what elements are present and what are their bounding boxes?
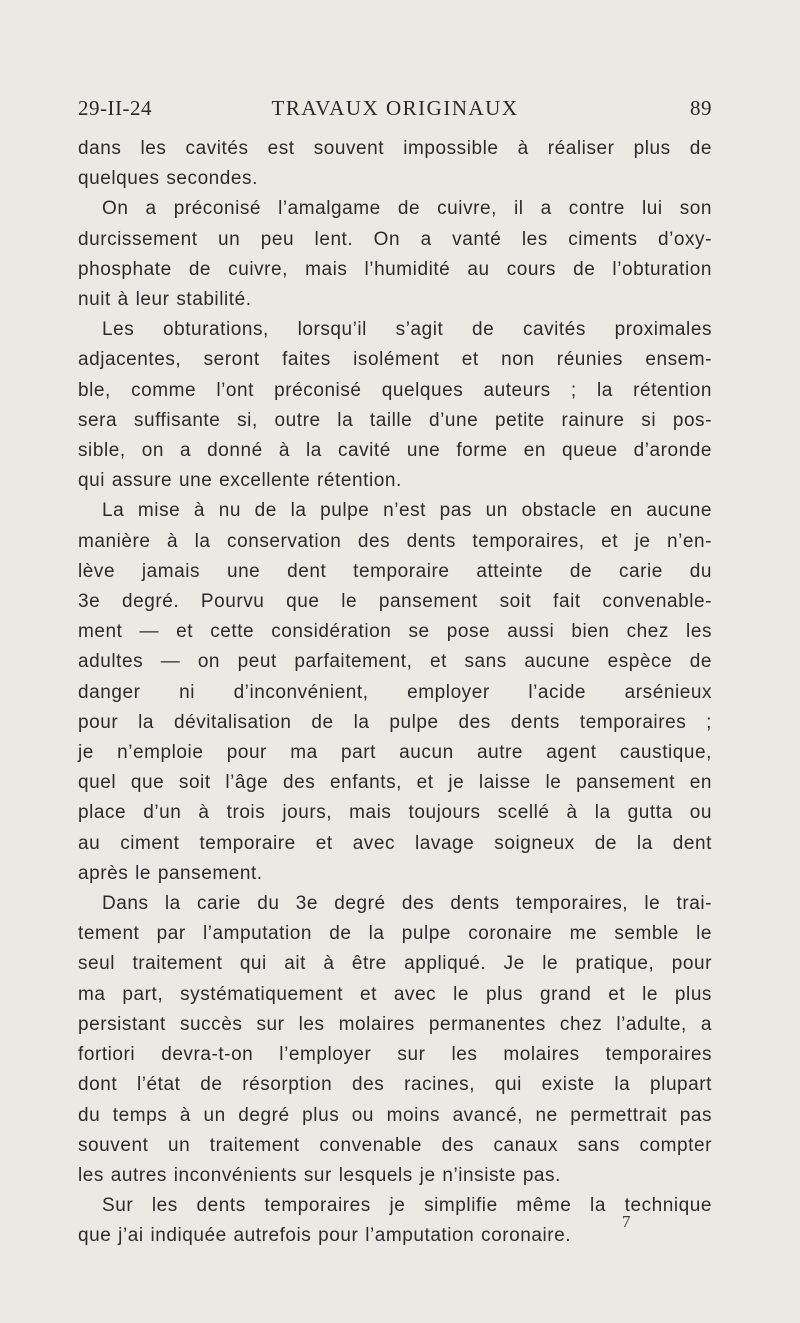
text-line: que j’ai indiquée autrefois pour l’amputation coronaire.: [78, 1225, 572, 1247]
text-line: On a préconisé l’amalgame de cuivre, il a contre lui son: [102, 198, 712, 220]
text-line: dont l’état de résorption des racines, qui existe la plupart: [78, 1074, 712, 1096]
header-date: 29-II-24: [78, 96, 152, 120]
text-line: souvent un traitement convenable des canaux sans compter: [78, 1134, 712, 1156]
paragraph-2: [78, 194, 712, 315]
text-line: place d’un à trois jours, mais toujours scellé à la gutta ou: [78, 802, 712, 824]
paragraph-4: [78, 496, 712, 889]
text-line: Sur les dents temporaires je simplifie même la technique: [102, 1195, 712, 1217]
text-line: durcissement un peu lent. On a vanté les ciments d’oxy-: [78, 228, 712, 250]
paragraph-1: [78, 134, 712, 194]
text-line: Dans la carie du 3e degré des dents temporaires, le trai-: [102, 893, 712, 915]
text-line: 3e degré. Pourvu que le pansement soit fait convenable-: [78, 591, 712, 613]
text-line: adjacentes, seront faites isolément et non réunies ensem-: [78, 349, 712, 371]
signature-mark: 7: [622, 1212, 631, 1231]
text-line: dans les cavités est souvent impossible à réaliser plus de: [78, 138, 712, 159]
text-line: danger ni d’inconvénient, employer l’acide arsénieux: [78, 681, 712, 703]
text-line: sera suffisante si, outre la taille d’une petite rainure si pos-: [78, 409, 712, 431]
text-line: persistant succès sur les molaires permanentes chez l’adulte, a: [78, 1013, 712, 1035]
text-line: adultes — on peut parfaitement, et sans aucune espèce de: [78, 651, 712, 673]
text-line: tement par l’amputation de la pulpe coronaire me semble le: [78, 923, 712, 945]
text-line: fortiori devra-t-on l’employer sur les molaires temporaires: [78, 1044, 712, 1066]
text-line: du temps à un degré plus ou moins avancé, ne permettrait pas: [78, 1104, 712, 1126]
text-line: phosphate de cuivre, mais l’humidité au cours de l’obturation: [78, 258, 712, 280]
text-line: après le pansement.: [78, 862, 263, 884]
text-line: ble, comme l’ont préconisé quelques auteurs ; la rétention: [78, 379, 712, 401]
text-line: au ciment temporaire et avec lavage soigneux de la dent: [78, 832, 712, 854]
text-line: Les obturations, lorsqu’il s’agit de cavités proximales: [102, 319, 712, 341]
text-line: quelques secondes.: [78, 168, 258, 190]
text-line: pour la dévitalisation de la pulpe des dents temporaires ;: [78, 711, 712, 733]
paragraph-3: [78, 315, 712, 496]
text-line: sible, on a donné à la cavité une forme en queue d’aronde: [78, 440, 712, 462]
text-line: les autres inconvénients sur lesquels je n’insiste pas.: [78, 1164, 561, 1186]
text-line: lève jamais une dent temporaire atteinte de carie du: [78, 560, 712, 582]
text-line: quel que soit l’âge des enfants, et je laisse le pansement en: [78, 772, 712, 794]
text-line: La mise à nu de la pulpe n’est pas un obstacle en aucune: [102, 500, 712, 522]
text-line: seul traitement qui ait à être appliqué. Je le pratique, pour: [78, 953, 712, 975]
paragraph-6: [78, 1191, 712, 1251]
running-header: [78, 96, 712, 126]
text-line: je n’emploie pour ma part aucun autre agent caustique,: [78, 742, 712, 764]
text-line: qui assure une excellente rétention.: [78, 470, 402, 492]
text-line: ma part, systématiquement et avec le plus grand et le plus: [78, 983, 712, 1005]
body-text: [78, 134, 712, 1252]
header-title: TRAVAUX ORIGINAUX: [271, 96, 519, 120]
text-line: nuit à leur stabilité.: [78, 289, 252, 311]
text-line: manière à la conservation des dents temporaires, et je n’en-: [78, 530, 712, 552]
paragraph-5: [78, 889, 712, 1191]
page-number: 89: [690, 96, 712, 120]
text-line: ment — et cette considération se pose aussi bien chez les: [78, 621, 712, 643]
